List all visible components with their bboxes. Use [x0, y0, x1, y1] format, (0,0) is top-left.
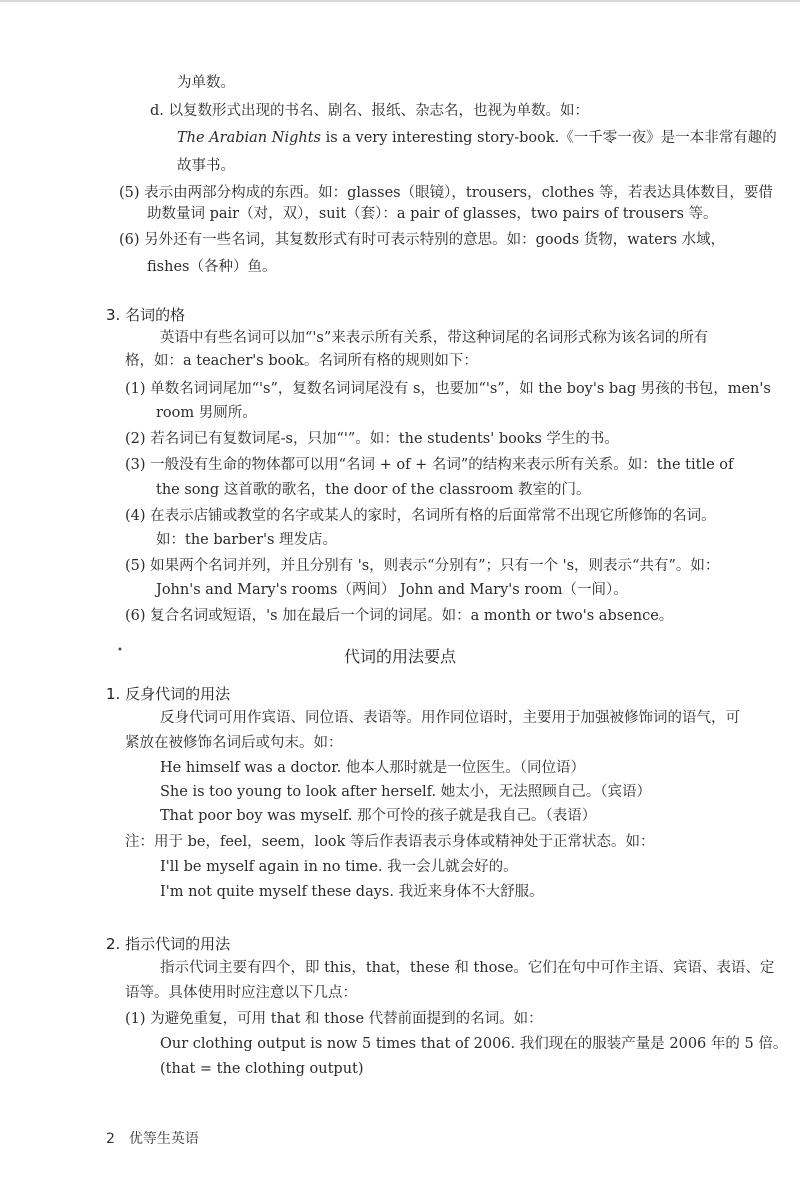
text-line: (1) 为避免重复，可用 that 和 those 代替前面提到的名词。如：: [125, 1011, 543, 1027]
section-heading: 1. 反身代词的用法: [106, 685, 231, 703]
text-line: I'm not quite myself these days. 我近来身体不大舒服。: [160, 884, 544, 900]
text-line: (3) 一般没有生命的物体都可以用“名词 + of + 名词”的结构来表示所有关系。如：the title of: [125, 457, 734, 473]
text-line: 指示代词主要有四个，即 this，that，these 和 those。它们在句中可作主语、宾语、表语、定: [160, 960, 775, 976]
text-line: He himself was a doctor. 他本人那时就是一位医生。（同位语）: [160, 760, 586, 776]
text-line: (2) 若名词已有复数词尾-s，只加“'”。如：the students' books 学生的书。: [125, 431, 619, 447]
text-line: That poor boy was myself. 那个可怜的孩子就是我自己。（表语）: [160, 808, 597, 824]
text-line: 英语中有些名词可以加“'s”来表示所有关系，带这种词尾的名词形式称为该名词的所有: [160, 330, 709, 346]
text-line: 助数量词 pair（对，双），suit（套）：a pair of glasses，two pairs of trousers 等。: [147, 206, 718, 222]
text-line: (5) 如果两个名词并列，并且分别有 's，则表示“分别有”；只有一个 's，则表示“共有”。如：: [125, 558, 720, 574]
text-line: I'll be myself again in no time. 我一会儿就会好的。: [160, 859, 518, 875]
section-title: 代词的用法要点: [343, 647, 456, 666]
bullet-mark: •: [117, 645, 123, 656]
text-line: room 男厕所。: [156, 405, 257, 421]
italic-book-title: The Arabian Nights: [177, 130, 321, 146]
text-line: 格，如：a teacher's book。名词所有格的规则如下：: [125, 353, 478, 369]
text-line: 紧放在被修饰名词后或句末。如：: [125, 735, 343, 751]
text-line: (5) 表示由两部分构成的东西。如：glasses（眼镜），trousers，clothes 等，若表达具体数目，要借: [119, 185, 773, 201]
page-number: 2: [106, 1131, 115, 1147]
text-line: 故事书。: [177, 158, 235, 174]
section-heading: 3. 名词的格: [106, 306, 186, 324]
text-line: 反身代词可用作宾语、同位语、表语等。用作同位语时，主要用于加强被修饰词的语气，可: [160, 710, 740, 726]
text-line: She is too young to look after herself. 她太小，无法照顾自己。（宾语）: [160, 784, 651, 800]
top-border: [0, 0, 800, 2]
text-line: The Arabian Nights is a very interesting story-book.《一千零一夜》是一本非常有趣的: [177, 130, 777, 146]
text-line: 为单数。: [177, 75, 235, 91]
text-line: (4) 在表示店铺或教堂的名字或某人的家时，名词所有格的后面常常不出现它所修饰的名词。: [125, 508, 716, 524]
text-line: Our clothing output is now 5 times that of 2006. 我们现在的服装产量是 2006 年的 5 倍。: [160, 1036, 788, 1052]
text-line: (6) 另外还有一些名词，其复数形式有时可表示特别的意思。如：goods 货物，waters 水域，: [119, 232, 726, 248]
text-line: 注：用于 be，feel，seem，look 等后作表语表示身体或精神处于正常状态。如：: [125, 834, 655, 850]
text-line: (6) 复合名词或短语，'s 加在最后一个词的词尾。如：a month or two's absence。: [125, 608, 674, 624]
text-line: fishes（各种）鱼。: [147, 259, 277, 275]
text-line: John's and Mary's rooms（两间） John and Mary's room（一间）。: [156, 582, 628, 598]
text-line: d. 以复数形式出现的书名、剧名、报纸、杂志名，也视为单数。如：: [150, 103, 589, 119]
text-line: the song 这首歌的歌名，the door of the classroom 教室的门。: [156, 482, 591, 498]
text-line: (that = the clothing output): [160, 1061, 364, 1077]
section-heading: 2. 指示代词的用法: [106, 935, 231, 953]
page-footer: [106, 1128, 199, 1148]
text-line: 如：the barber's 理发店。: [156, 532, 338, 548]
book-title: 优等生英语: [128, 1131, 199, 1147]
text-line: (1) 单数名词词尾加“'s”，复数名词词尾没有 s，也要加“'s”，如 the boy's bag 男孩的书包，men's: [125, 381, 771, 397]
text-line: 语等。具体使用时应注意以下几点：: [125, 985, 357, 1001]
